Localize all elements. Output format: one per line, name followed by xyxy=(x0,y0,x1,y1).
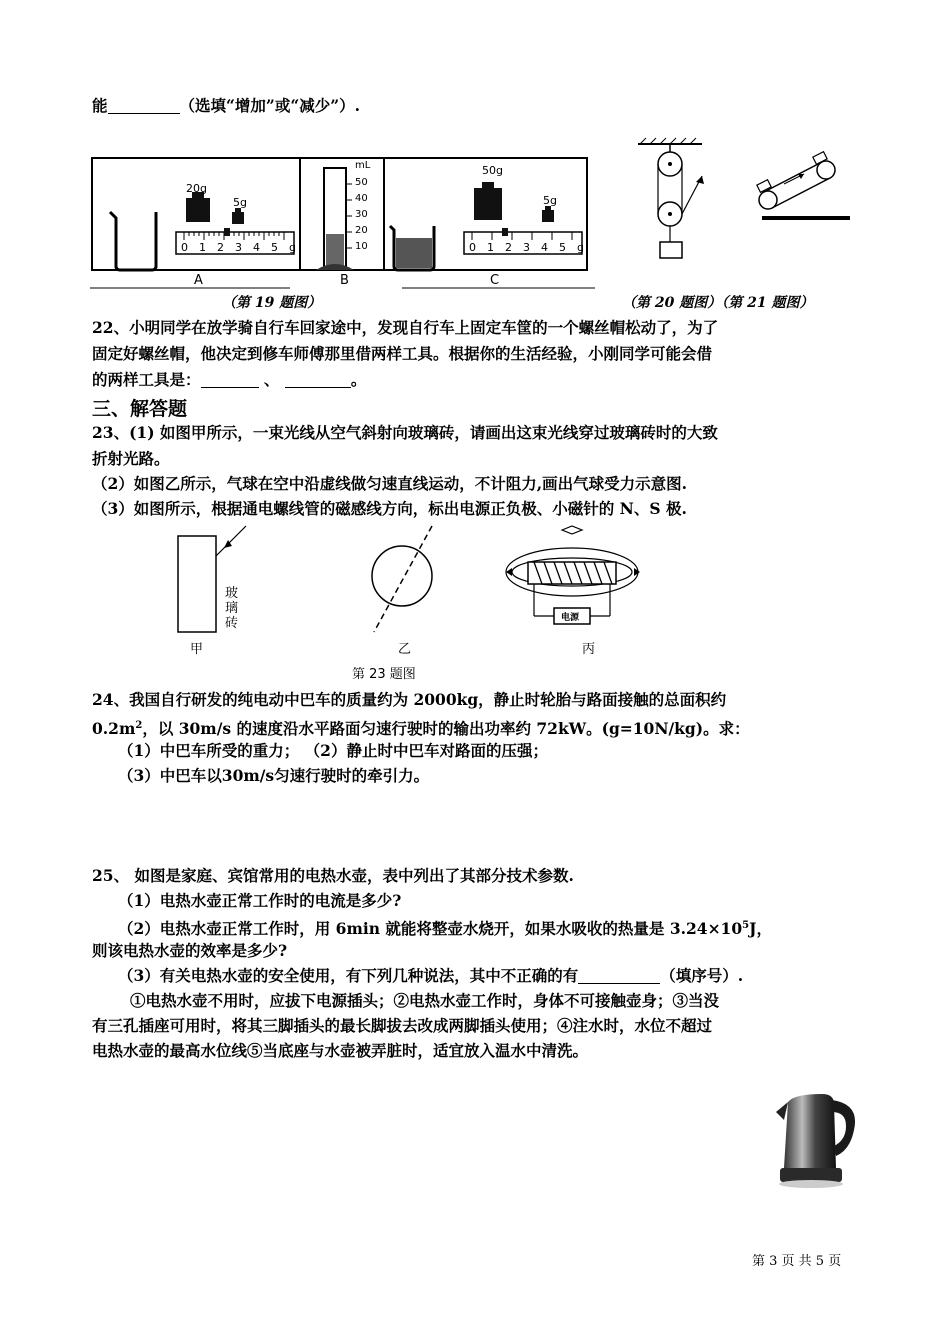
fig19-label-b: B xyxy=(340,273,349,288)
q21-tail-post: （选填“增加”或“减少”）. xyxy=(179,96,361,115)
q24-line2: $0.2m^2$，以 30m/s 的速度沿水平路面匀速行驶时的输出功率约 72kW。(g=10N/kg)。求： xyxy=(92,719,750,739)
fig23-label-bing: 丙 xyxy=(582,642,596,657)
q21-tail xyxy=(92,96,360,116)
fig19-weight-a2-label: 5g xyxy=(233,196,247,209)
q22-answer-blank-1[interactable] xyxy=(201,371,259,388)
fig20-21-caption: （第 20 题图）（第 21 题图） xyxy=(622,295,814,311)
q22-line3: 的两样工具是： 、 。 xyxy=(92,370,367,389)
fig23-caption: 第 23 题图 xyxy=(352,667,416,682)
q25-line7: 有三孔插座可用时，将其三脚插头的最长脚拔去改成两脚插头使用；④注水时，水位不超过 xyxy=(92,1016,713,1035)
q25-line1: 25、 如图是家庭、宾馆常用的电热水壶，表中列出了其部分技术参数. xyxy=(92,866,574,885)
kettle-image xyxy=(774,1090,864,1190)
q23-line3: （2）如图乙所示，气球在空中沿虚线做匀速直线运动，不计阻力,画出气球受力示意图. xyxy=(92,474,688,493)
q25-answer-blank[interactable] xyxy=(578,967,660,984)
fig23-power-label: 电源 xyxy=(561,613,580,623)
fig19-ruler-a-ticks: 012345g xyxy=(181,241,307,254)
q25-line2: （1）电热水壶正常工作时的电流是多少? xyxy=(118,891,402,910)
page-footer: 第 3 页 共 5 页 xyxy=(752,1254,842,1269)
fig19-cylinder-mark: 50 xyxy=(355,177,368,188)
fig23-label-yi: 乙 xyxy=(398,642,412,657)
fig19-weight-c1-label: 50g xyxy=(482,164,503,177)
fig23-label-jia: 甲 xyxy=(190,642,204,657)
q24-line4: （3）中巴车以30m/s匀速行驶时的牵引力。 xyxy=(118,766,430,785)
fig19-label-c: C xyxy=(490,273,500,288)
q25-line6: ①电热水壶不用时，应拔下电源插头；②电热水壶工作时，身体不可接触壶身；③当没 xyxy=(130,991,720,1010)
q22-line1: 22、小明同学在放学骑自行车回家途中，发现自行车上固定车筐的一个螺丝帽松动了，为了 xyxy=(92,318,719,337)
fig20-pulley-diagram xyxy=(632,138,722,268)
fig19-cylinder-unit: mL xyxy=(355,160,371,171)
fig19-balance-diagram xyxy=(90,150,590,290)
q25-line4: 则该电热水壶的效率是多少? xyxy=(92,941,288,960)
section-title: 三、解答题 xyxy=(92,398,188,420)
q22-answer-blank-2[interactable] xyxy=(285,371,351,388)
fig19-cylinder-mark: 20 xyxy=(355,225,368,236)
fig23-glass-label: 玻璃砖 xyxy=(225,586,239,631)
q21-tail-pre: 能 xyxy=(92,96,108,115)
fig19-cylinder-mark: 30 xyxy=(355,209,368,220)
fig19-caption: （第 19 题图） xyxy=(222,295,322,311)
q23-line1: 23、(1) 如图甲所示，一束光线从空气斜射向玻璃砖，请画出这束光线穿过玻璃砖时的大致 xyxy=(92,423,718,442)
q23-line4: （3）如图所示，根据通电螺线管的磁感线方向，标出电源正负极、小磁针的 N、S 极. xyxy=(92,499,687,518)
q24-line3: （1）中巴车所受的重力； （2）静止时中巴车对路面的压强； xyxy=(118,741,548,760)
q22-line2: 固定好螺丝帽，他决定到修车师傅那里借两样工具。根据你的生活经验，小刚同学可能会借 xyxy=(92,344,713,363)
fig19-weight-a1-label: 20g xyxy=(186,182,207,195)
fig19-weight-c2-label: 5g xyxy=(543,194,557,207)
q25-line8: 电热水壶的最高水位线⑤当底座与水壶被弄脏时，适宜放入温水中清洗。 xyxy=(92,1041,589,1060)
fig19-cylinder-mark: 40 xyxy=(355,193,368,204)
fig23-balloon-diagram xyxy=(366,526,456,636)
q25-line3: （2）电热水壶正常工作时，用 6min 就能将整壶水烧开，如果水吸收的热量是 $3.24\times 10^5J$， xyxy=(118,919,772,939)
fig21-conveyor-diagram xyxy=(752,148,852,228)
q25-line5: （3）有关电热水壶的安全使用，有下列几种说法，其中不正确的有 （填序号）. xyxy=(118,966,744,985)
q23-line2: 折射光路。 xyxy=(92,449,170,468)
fig23-glass-brick-diagram xyxy=(176,526,266,636)
q24-line1: 24、我国自行研发的纯电动中巴车的质量约为 2000kg，静止时轮胎与路面接触的总面积约 xyxy=(92,690,727,709)
q21-answer-blank[interactable] xyxy=(108,97,180,114)
fig19-cylinder-mark: 10 xyxy=(355,241,368,252)
fig19-label-a: A xyxy=(194,273,203,288)
fig19-ruler-c-ticks: 012345g xyxy=(469,241,595,254)
